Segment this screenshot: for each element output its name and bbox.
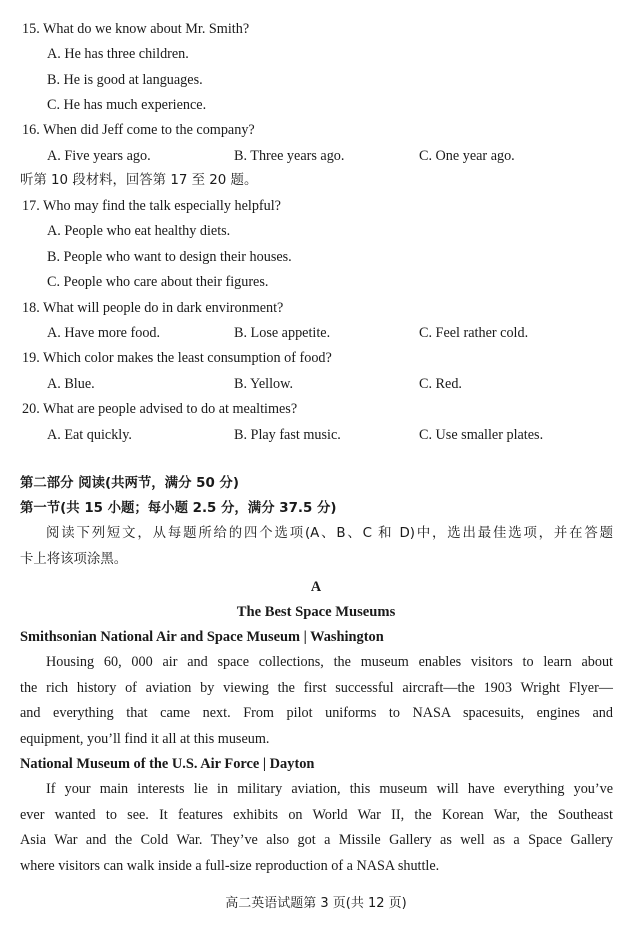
instruction-line-2: 卡上将该项涂黑。 xyxy=(20,551,128,567)
q16-option-a: A. Five years ago. xyxy=(47,148,151,164)
museum-1-heading: Smithsonian National Air and Space Museum | Washington xyxy=(20,629,384,645)
question-17: 17. Who may find the talk especially helpful? xyxy=(22,198,281,214)
q18-option-c: C. Feel rather cold. xyxy=(419,325,529,341)
section-one-title: 第一节(共 15 小题；每小题 2.5 分，满分 37.5 分) xyxy=(20,501,337,516)
q19-option-c: C. Red. xyxy=(419,376,462,392)
q15-option-b: B. He is good at languages. xyxy=(47,72,203,88)
q15-option-c: C. He has much experience. xyxy=(47,97,207,113)
museum-2-line-1: If your main interests lie in military aviation, this museum will have everything you’ve xyxy=(46,781,613,797)
q16-option-c: C. One year ago. xyxy=(419,148,515,164)
q18-option-b: B. Lose appetite. xyxy=(234,325,331,341)
q15-option-a: A. He has three children. xyxy=(47,46,189,62)
museum-2-line-2: ever wanted to see. It features exhibits on World War II, the Korean War, the Southeast xyxy=(20,806,613,823)
question-16: 16. When did Jeff come to the company? xyxy=(22,122,255,138)
museum-2-line-3: Asia War and the Cold War. They’ve also got a Missile Gallery as well as a Space Gallery xyxy=(20,832,613,848)
museum-2-heading: National Museum of the U.S. Air Force | Dayton xyxy=(20,756,315,772)
q19-option-a: A. Blue. xyxy=(47,376,95,392)
museum-1-line-1: Housing 60, 000 air and space collections, the museum enables visitors to learn about xyxy=(46,654,613,670)
instruction-material-10: 听第 10 段材料，回答第 17 至 20 题。 xyxy=(20,173,258,188)
passage-title: The Best Space Museums xyxy=(236,604,396,620)
page-footer: 高二英语试题第 3 页(共 12 页) xyxy=(225,896,407,911)
q17-option-c: C. People who care about their figures. xyxy=(47,274,269,290)
museum-2-paragraph xyxy=(20,777,613,879)
museum-1-line-2: the rich history of aviation by viewing the first successful aircraft—the 1903 Wright Flyer— xyxy=(20,679,613,696)
question-18: 18. What will people do in dark environment? xyxy=(22,300,284,316)
q20-option-a: A. Eat quickly. xyxy=(47,427,132,443)
q17-option-a: A. People who eat healthy diets. xyxy=(47,223,231,239)
q19-option-b: B. Yellow. xyxy=(234,376,293,392)
instruction-line-1: 阅读下列短文，从每题所给的四个选项(A、B、C 和 D)中，选出最佳选项，并在答题 xyxy=(46,526,613,541)
museum-1-paragraph xyxy=(20,650,613,752)
question-19: 19. Which color makes the least consumption of food? xyxy=(22,350,332,366)
question-15: 15. What do we know about Mr. Smith? xyxy=(22,21,250,37)
museum-1-line-3: and everything that came next. From pilot uniforms to NASA spacesuits, engines and xyxy=(20,705,613,721)
q18-option-a: A. Have more food. xyxy=(47,325,161,341)
question-20: 20. What are people advised to do at mealtimes? xyxy=(22,401,298,417)
passage-letter: A xyxy=(310,579,322,595)
q16-option-b: B. Three years ago. xyxy=(234,148,345,164)
part-two-title: 第二部分 阅读(共两节，满分 50 分) xyxy=(20,476,239,491)
q20-option-b: B. Play fast music. xyxy=(234,427,341,443)
q20-option-c: C. Use smaller plates. xyxy=(419,427,544,443)
museum-1-line-4: equipment, you’ll find it all at this museum. xyxy=(20,730,270,747)
museum-2-line-4: where visitors can walk inside a full-size reproduction of a NASA shuttle. xyxy=(20,857,440,874)
reading-instruction xyxy=(20,521,613,572)
q17-option-b: B. People who want to design their houses. xyxy=(47,249,292,265)
